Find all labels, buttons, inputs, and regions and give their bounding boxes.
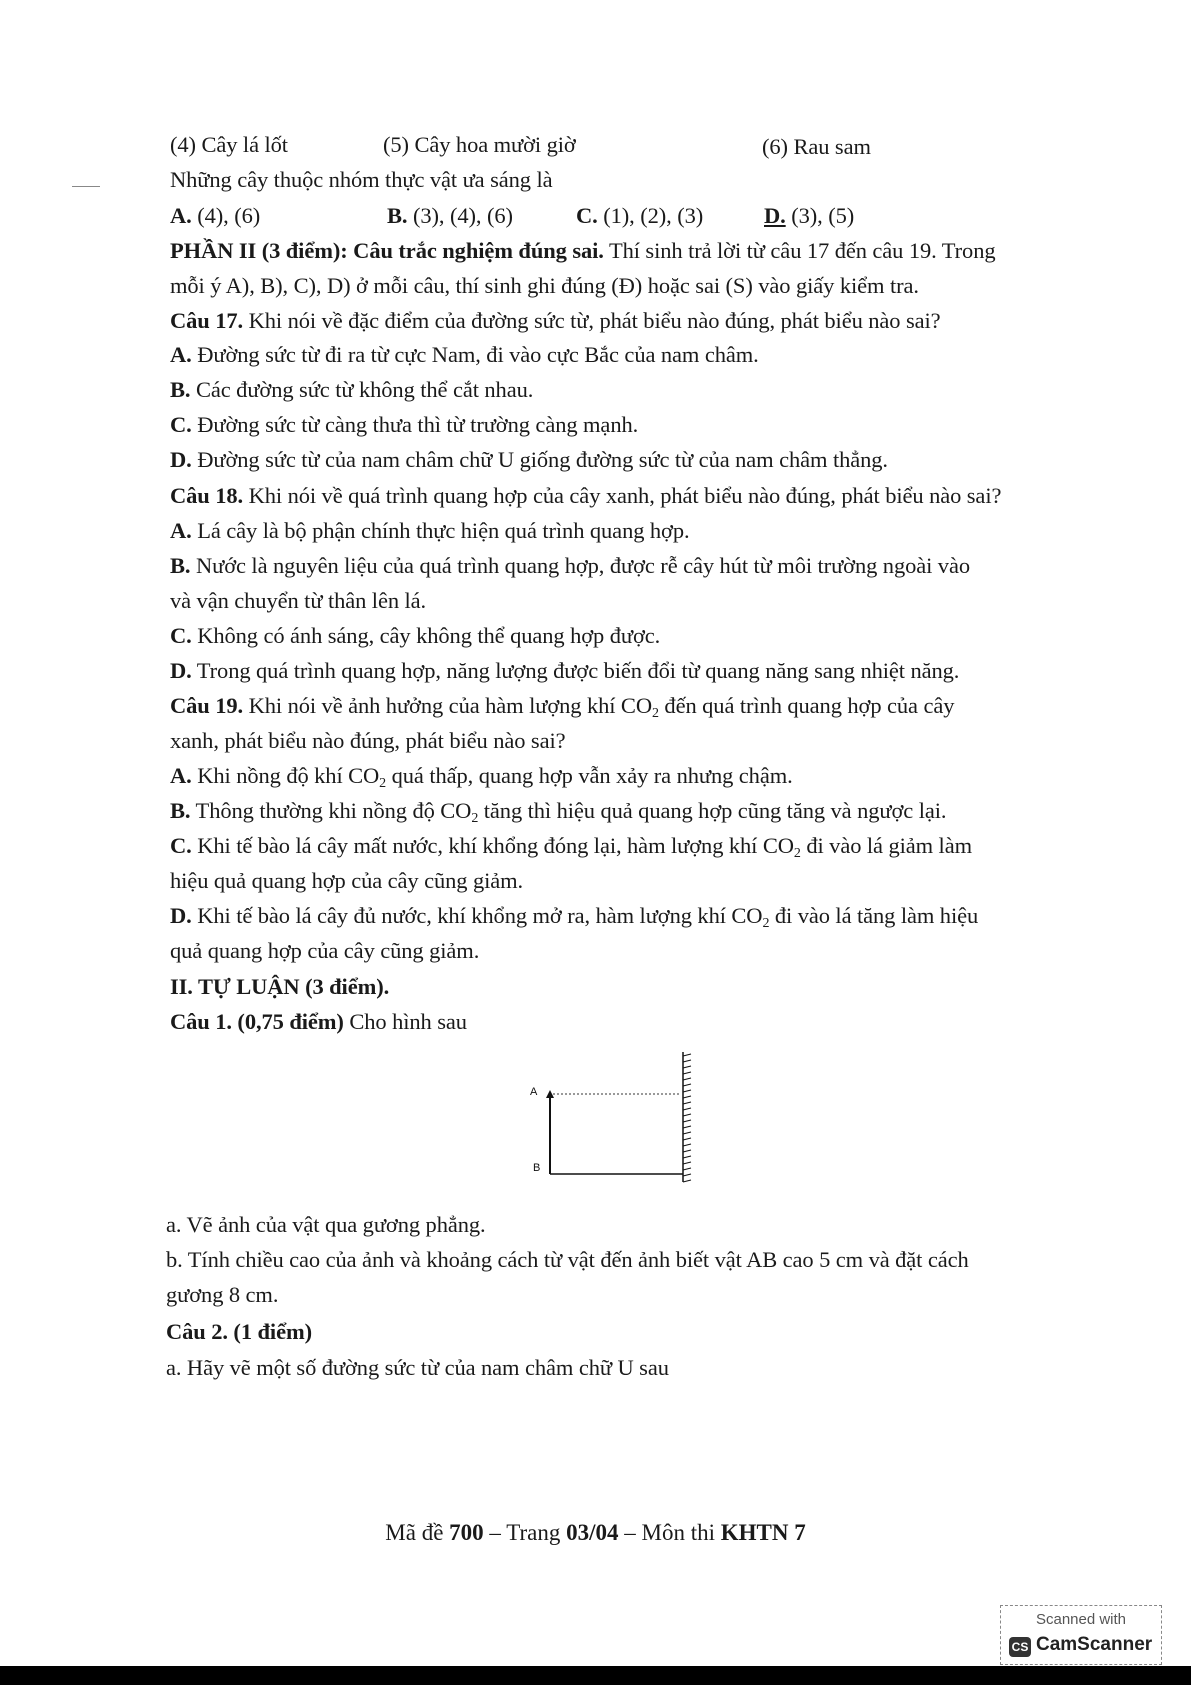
q16-answer-d: D. (3), (5) [764, 203, 855, 228]
q18-option-b-line2: và vận chuyển từ thân lên lá. [170, 588, 427, 613]
q19-stem-line1: Câu 19. Khi nói về ảnh hưởng của hàm lượng khí $CO_2$ đến quá trình quang hợp của cây [170, 693, 955, 721]
top-options-row [170, 130, 288, 160]
q17-stem: Câu 17. Khi nói về đặc điểm của đường sức từ, phát biểu nào đúng, phát biểu nào sai? [170, 308, 941, 333]
margin-mark [72, 186, 100, 187]
q17-option-b: B. Các đường sức từ không thể cắt nhau. [170, 377, 534, 402]
q19-option-b: B. Thông thường khi nồng độ $CO_2$ tăng thì hiệu quả quang hợp cũng tăng và ngược lại. [170, 798, 947, 826]
page-number: 03/04 [566, 1520, 619, 1545]
essay-q2a: a. Hãy vẽ một số đường sức từ của nam châm chữ U sau [166, 1355, 669, 1380]
page-footer: Mã đề 700 – Trang 03/04 – Môn thi KHTN 7 [385, 1520, 806, 1545]
camscanner-watermark [1000, 1605, 1162, 1665]
essay-q1b-line2: gương 8 cm. [166, 1282, 279, 1307]
part2-intro-line2: mỗi ý A), B), C), D) ở mỗi câu, thí sinh ghi đúng (Đ) hoặc sai (S) vào giấy kiểm tra. [170, 273, 919, 298]
q19-option-d-line1: D. Khi tế bào lá cây đủ nước, khí khổng mở ra, hàm lượng khí $CO_2$ đi vào lá tăng làm hiệu [170, 903, 979, 931]
essay-q2-label: Câu 2. (1 điểm) [166, 1319, 312, 1344]
part2-heading: PHẦN II (3 điểm): Câu trắc nghiệm đúng sai. [170, 238, 604, 263]
q17-option-c: C. Đường sức từ càng thưa thì từ trường càng mạnh. [170, 412, 639, 437]
q18-option-c: C. Không có ánh sáng, cây không thể quang hợp được. [170, 623, 661, 648]
watermark-caption: Scanned with [1035, 1611, 1127, 1628]
camscanner-logo-icon: CS [1009, 1637, 1031, 1657]
option-6: (6) Rau sam [762, 134, 871, 159]
label-a: A [530, 1086, 538, 1098]
q17-option-a: A. Đường sức từ đi ra từ cực Nam, đi vào cực Bắc của nam châm. [170, 342, 759, 367]
q18-option-b-line1: B. Nước là nguyên liệu của quá trình quang hợp, được rễ cây hút từ môi trường ngoài vào [170, 553, 970, 578]
object-arrowhead [546, 1090, 554, 1098]
watermark-brand: CamScanner [1036, 1634, 1153, 1655]
essay-q1b-line1: b. Tính chiều cao của ảnh và khoảng cách từ vật đến ảnh biết vật AB cao 5 cm và đặt cách [166, 1247, 969, 1272]
option-5: (5) Cây hoa mười giờ [383, 132, 576, 157]
scan-bottom-edge [0, 1666, 1191, 1685]
q19-option-c-line2: hiệu quả quang hợp của cây cũng giảm. [170, 868, 524, 893]
mirror-figure [515, 1050, 705, 1185]
q16-stem: Những cây thuộc nhóm thực vật ưa sáng là [170, 167, 553, 192]
q19-option-d-line2: quả quang hợp của cây cũng giảm. [170, 938, 480, 963]
exam-code: 700 [449, 1520, 484, 1545]
q18-stem: Câu 18. Khi nói về quá trình quang hợp của cây xanh, phát biểu nào đúng, phát biểu nào sai? [170, 483, 1002, 508]
q18-option-d: D. Trong quá trình quang hợp, năng lượng được biến đổi từ quang năng sang nhiệt năng. [170, 658, 960, 683]
q16-answer-a: A. (4), (6) [170, 203, 261, 228]
essay-q1a: a. Vẽ ảnh của vật qua gương phẳng. [166, 1212, 486, 1237]
essay-q1-stem: Câu 1. (0,75 điểm) Cho hình sau [170, 1009, 467, 1034]
option-5-line [383, 130, 576, 160]
q16-answer-c: C. (1), (2), (3) [576, 203, 704, 228]
q19-option-a: A. Khi nồng độ khí $CO_2$ quá thấp, quang hợp vẫn xảy ra nhưng chậm. [170, 763, 793, 791]
subject: KHTN 7 [720, 1520, 806, 1545]
q16-answer-b: B. (3), (4), (6) [387, 203, 513, 228]
q17-option-d: D. Đường sức từ của nam châm chữ U giống đường sức từ của nam châm thẳng. [170, 447, 888, 472]
essay-heading: II. TỰ LUẬN (3 điểm). [170, 974, 390, 999]
label-b: B [533, 1162, 541, 1174]
option-6-line [762, 132, 871, 162]
option-4: (4) Cây lá lốt [170, 132, 288, 157]
q19-stem-line2: xanh, phát biểu nào đúng, phát biểu nào sai? [170, 728, 566, 753]
q18-option-a: A. Lá cây là bộ phận chính thực hiện quá trình quang hợp. [170, 518, 690, 543]
mirror-hatching [683, 1054, 691, 1182]
q19-option-c-line1: C. Khi tế bào lá cây mất nước, khí khổng đóng lại, hàm lượng khí $CO_2$ đi vào lá giảm làm [170, 833, 972, 861]
part2-intro-line1: PHẦN II (3 điểm): Câu trắc nghiệm đúng sai. Thí sinh trả lời từ câu 17 đến câu 19. Trong [170, 238, 996, 263]
